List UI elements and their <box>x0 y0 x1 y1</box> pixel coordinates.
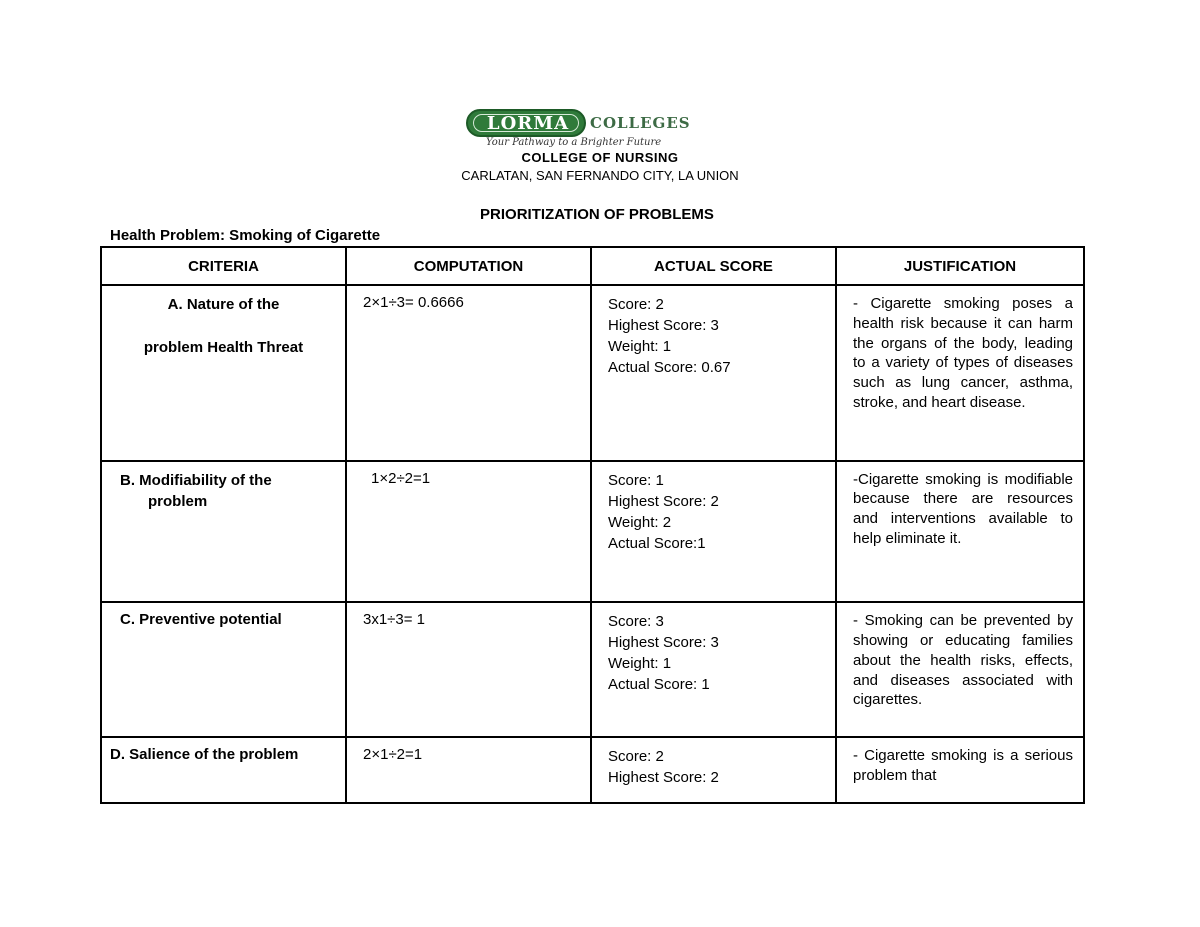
justification-cell: -Cigarette smoking is modifiable because there are resources and interventions available to help eliminate it. <box>836 461 1084 603</box>
logo-suffix: COLLEGES <box>590 114 691 132</box>
table-header-row <box>101 247 1084 285</box>
criteria-cell: C. Preventive potential <box>101 602 346 737</box>
weight-value: Weight: 2 <box>608 513 672 531</box>
table-row <box>101 285 1084 461</box>
weight-value: Weight: 1 <box>608 655 672 673</box>
score-value: Score: 2 <box>608 747 664 765</box>
criteria-cell <box>101 461 346 603</box>
logo-badge <box>466 109 586 137</box>
justification-cell: - Smoking can be prevented by showing or educating families about the health risks, effects, and diseases associated with cigarettes. <box>836 602 1084 737</box>
college-address: CARLATAN, SAN FERNANDO CITY, LA UNION <box>461 168 739 183</box>
score-value: Score: 3 <box>608 613 664 631</box>
computation-cell: 2×1÷3= 0.6666 <box>346 285 591 461</box>
computation-cell: 2×1÷2=1 <box>346 737 591 803</box>
header-computation: COMPUTATION <box>346 247 591 285</box>
actual-score-value: Actual Score:1 <box>608 534 706 552</box>
computation-cell: 1×2÷2=1 <box>346 461 591 603</box>
actual-score-cell <box>591 285 836 461</box>
criteria-line: problem Health Threat <box>143 339 304 356</box>
actual-score-cell <box>591 602 836 737</box>
criteria-cell: D. Salience of the problem <box>101 737 346 803</box>
highest-score-value: Highest Score: 2 <box>608 768 719 786</box>
table-row <box>101 737 1084 803</box>
justification-cell: - Cigarette smoking is a serious problem that <box>836 737 1084 803</box>
header-actual-score: ACTUAL SCORE <box>591 247 836 285</box>
justification-cell: - Cigarette smoking poses a health risk because it can harm the organs of the body, leading to a variety of types of diseases such as lung cancer, asthma, stroke, and heart disease. <box>836 285 1084 461</box>
logo-name: LORMA <box>486 113 570 134</box>
highest-score-value: Highest Score: 2 <box>608 492 719 510</box>
actual-score-cell <box>591 737 836 803</box>
header-criteria: CRITERIA <box>101 247 346 285</box>
weight-value: Weight: 1 <box>608 338 672 355</box>
logo-tagline: Your Pathway to a Brighter Future <box>486 137 662 148</box>
computation-cell: 3x1÷3= 1 <box>346 602 591 737</box>
health-problem-label: Health Problem: Smoking of Cigarette <box>110 227 381 244</box>
actual-score-value: Actual Score: 1 <box>608 676 710 694</box>
score-value: Score: 1 <box>608 471 664 489</box>
actual-score-value: Actual Score: 0.67 <box>608 359 731 376</box>
header-justification: JUSTIFICATION <box>836 247 1084 285</box>
table-row <box>101 602 1084 737</box>
criteria-line: A. Nature of the <box>167 296 280 313</box>
highest-score-value: Highest Score: 3 <box>608 317 719 334</box>
actual-score-cell <box>591 461 836 603</box>
score-value: Score: 2 <box>608 296 664 313</box>
highest-score-value: Highest Score: 3 <box>608 634 719 652</box>
prioritization-table <box>100 246 1085 804</box>
lorma-colleges-logo <box>466 109 706 149</box>
criteria-line: problem <box>148 492 208 510</box>
criteria-cell <box>101 285 346 461</box>
document-title: PRIORITIZATION OF PROBLEMS <box>480 206 714 223</box>
criteria-line: B. Modifiability of the <box>120 471 272 489</box>
table-row <box>101 461 1084 603</box>
college-name: COLLEGE OF NURSING <box>521 150 679 165</box>
